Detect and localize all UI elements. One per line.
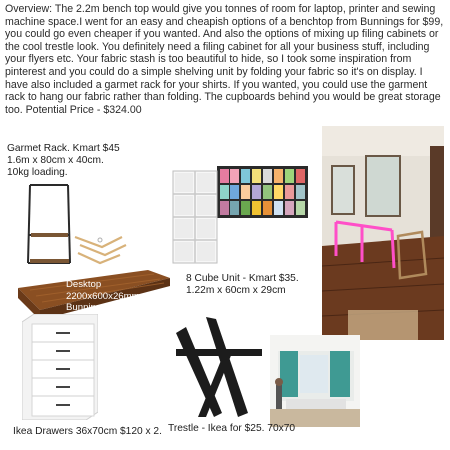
desktop-price: Bunnings $99: [66, 302, 125, 314]
desktop-caption: [66, 279, 140, 314]
desktop-size: 2200x600x26mm: [66, 290, 140, 302]
cube-unit-caption: [186, 273, 299, 297]
garmet-rack-size: 1.6m x 80cm x 40cm.: [7, 155, 104, 167]
garmet-rack-title: Garmet Rack. Kmart $45: [7, 143, 120, 154]
drawers-image: [22, 314, 98, 420]
cube-unit-image: [172, 170, 218, 264]
drawers-caption: Ikea Drawers 36x70cm $120 x 2.: [13, 426, 162, 437]
fabric-shelf-image: [217, 166, 308, 218]
trestle-caption: Trestle - Ikea for $25. 70x70: [168, 423, 296, 434]
inspiration-photo-image: [270, 335, 360, 427]
cube-unit-size: 1.22m x 60cm x 29cm: [186, 285, 286, 297]
garmet-rack-image: [20, 175, 130, 273]
garmet-rack-load: 10kg loading.: [7, 167, 68, 179]
desktop-title: Desktop: [66, 279, 102, 290]
trestle-image: [176, 313, 262, 421]
overview-text: Overview: The 2.2m bench top would give you tonnes of room for laptop, printer and sewing machine space.I went for an easy and cheapish options of a benchtop from Bunnings for $99, you could go even cheaper if you wanted. And also the options of mixing up filing cabinets or the cool trestle look. You definitely need a filing cabinet for all your business stuff, including your flyers etc. Your fabric stash is too beautiful to hide, so I took some inspiration from pinterest and you could do a simple shelving unit by folding your fabric so it's on display. I have also included a garmet rack for your shirts. If you wanted, you could use the garment rack to hang our fabric rather than folding. The cupboards behind you would be great storage too. Potential Price - $324.00: [5, 3, 444, 116]
room-photo-image: [322, 126, 444, 340]
cube-unit-title: 8 Cube Unit - Kmart $35.: [186, 273, 299, 284]
